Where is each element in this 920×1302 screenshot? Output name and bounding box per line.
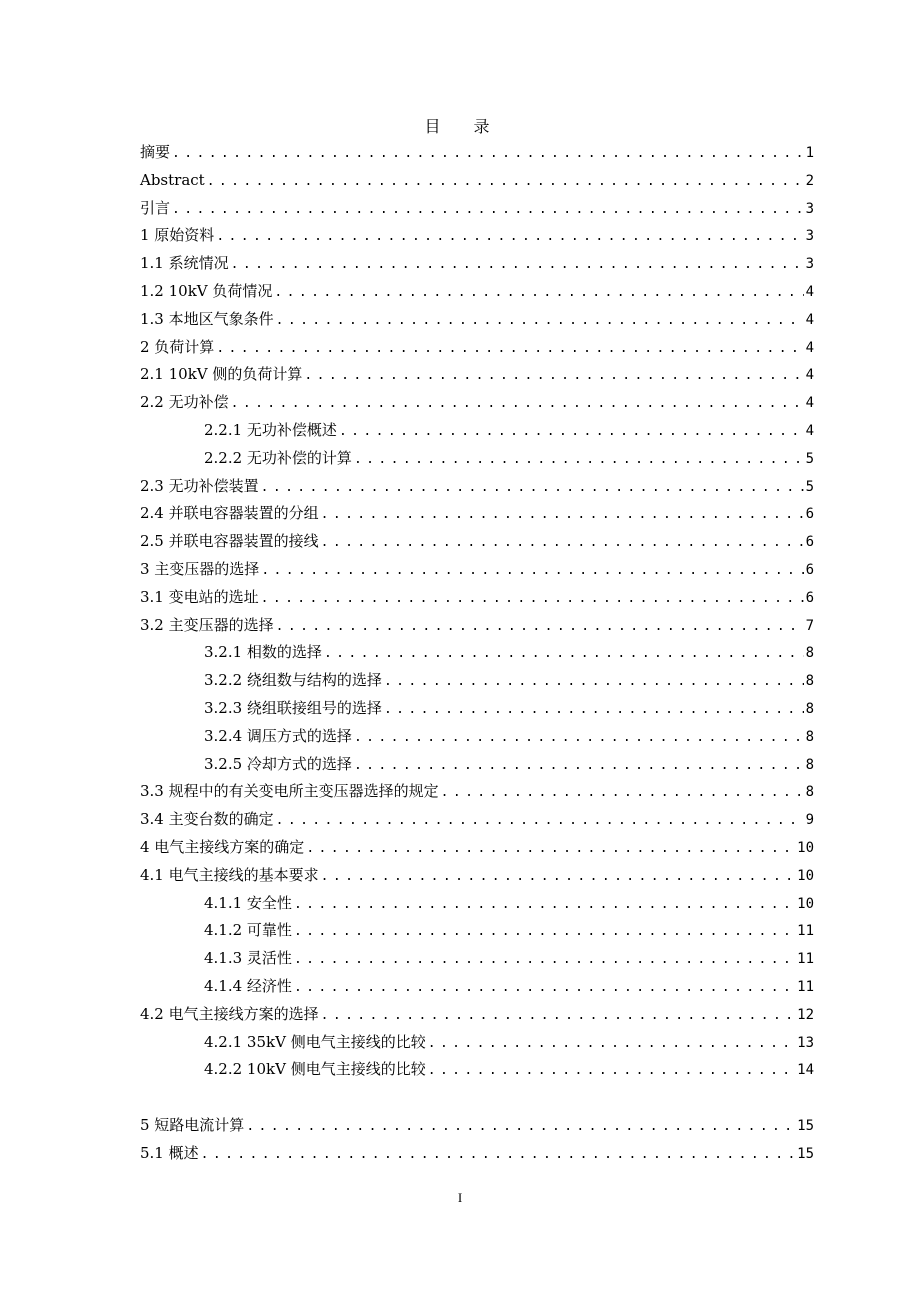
toc-entry-page: 4 bbox=[805, 395, 814, 412]
toc-entry[interactable] bbox=[140, 751, 814, 779]
toc-entry-page: 3 bbox=[805, 200, 814, 217]
toc-entry-label: 3.4 主变台数的确定 bbox=[140, 810, 274, 829]
toc-entry[interactable] bbox=[140, 695, 814, 723]
toc-dot-leader bbox=[231, 390, 804, 418]
toc-entry[interactable] bbox=[140, 306, 814, 334]
toc-entry-page: 1 bbox=[805, 145, 814, 161]
toc-entry[interactable] bbox=[140, 389, 814, 417]
toc-entry-page: 5 bbox=[805, 478, 814, 495]
toc-entry[interactable] bbox=[140, 584, 814, 612]
toc-dot-leader bbox=[246, 1113, 795, 1141]
toc-entry-page: 11 bbox=[797, 978, 814, 995]
toc-dot-leader bbox=[304, 362, 803, 390]
toc-entry-label: 3.3 规程中的有关变电所主变压器选择的规定 bbox=[140, 782, 439, 801]
toc-dot-leader bbox=[231, 251, 804, 279]
toc-dot-leader bbox=[321, 1002, 796, 1030]
toc-dot-leader bbox=[261, 557, 803, 585]
toc-dot-leader bbox=[354, 724, 804, 752]
toc-entry[interactable] bbox=[140, 890, 814, 918]
toc-entry-label: 3 主变压器的选择 bbox=[140, 559, 260, 578]
toc-entry-page: 11 bbox=[797, 951, 814, 968]
toc-entry-label: 4.1.1 安全性 bbox=[204, 893, 292, 912]
toc-entry[interactable] bbox=[140, 556, 814, 584]
toc-entry-label: 3.2.2 绕组数与结构的选择 bbox=[204, 671, 382, 690]
toc-entry-label: 1 原始资料 bbox=[140, 226, 215, 245]
toc-title: 目 录 bbox=[424, 117, 504, 136]
toc-entry-page: 4 bbox=[805, 339, 814, 356]
toc-entry-label: 2 负荷计算 bbox=[140, 337, 215, 356]
toc-entry-label: 4.1.2 可靠性 bbox=[204, 921, 292, 940]
toc-entry-label: 2.5 并联电容器装置的接线 bbox=[140, 532, 319, 551]
toc-dot-leader bbox=[339, 418, 804, 446]
toc-entry-page: 8 bbox=[805, 756, 814, 773]
toc-dot-leader bbox=[276, 613, 804, 641]
toc-entry-label: 3.2.3 绕组联接组号的选择 bbox=[204, 698, 382, 717]
toc-entry-page: 13 bbox=[797, 1034, 814, 1051]
toc-dot-leader bbox=[321, 863, 796, 891]
table-of-contents bbox=[140, 139, 814, 1167]
toc-entry-page: 3 bbox=[805, 256, 814, 273]
toc-dot-leader bbox=[216, 335, 803, 363]
toc-entry-label: 2.2.1 无功补偿概述 bbox=[204, 420, 337, 439]
toc-entry-page: 9 bbox=[805, 812, 814, 829]
toc-dot-leader bbox=[172, 140, 804, 168]
toc-entry-page: 8 bbox=[805, 784, 814, 801]
toc-dot-leader bbox=[294, 974, 795, 1002]
toc-dot-leader bbox=[441, 779, 804, 807]
toc-entry-page: 4 bbox=[805, 311, 814, 328]
toc-entry[interactable] bbox=[140, 1140, 814, 1168]
toc-dot-leader bbox=[294, 946, 795, 974]
toc-dot-leader bbox=[276, 307, 804, 335]
toc-entry-label: 3.2.4 调压方式的选择 bbox=[204, 726, 352, 745]
toc-entry[interactable] bbox=[140, 834, 814, 862]
toc-entry[interactable] bbox=[140, 1029, 814, 1057]
toc-entry[interactable] bbox=[140, 445, 814, 473]
toc-entry-label: 3.2.1 相数的选择 bbox=[204, 643, 322, 662]
toc-entry-page: 10 bbox=[797, 867, 814, 884]
toc-entry[interactable] bbox=[140, 500, 814, 528]
toc-entry[interactable] bbox=[140, 473, 814, 501]
toc-entry[interactable] bbox=[140, 778, 814, 806]
toc-dot-leader bbox=[172, 196, 804, 224]
toc-entry-label: 1.2 10kV 负荷情况 bbox=[140, 281, 273, 300]
toc-dot-leader bbox=[274, 279, 803, 307]
toc-dot-leader bbox=[321, 529, 804, 557]
toc-entry-page: 10 bbox=[797, 895, 814, 912]
toc-entry-label: 5 短路电流计算 bbox=[140, 1115, 245, 1134]
toc-entry[interactable] bbox=[140, 1112, 814, 1140]
toc-entry-page: 8 bbox=[805, 673, 814, 690]
toc-dot-leader bbox=[294, 918, 795, 946]
toc-entry[interactable] bbox=[140, 250, 814, 278]
toc-entry-page: 4 bbox=[805, 283, 814, 300]
toc-dot-leader bbox=[201, 1141, 796, 1169]
toc-entry-page: 8 bbox=[805, 728, 814, 745]
toc-dot-leader bbox=[428, 1057, 795, 1085]
toc-entry-label: 2.1 10kV 侧的负荷计算 bbox=[140, 365, 303, 384]
toc-entry-page: 6 bbox=[805, 506, 814, 523]
toc-entry-label: 4.2 电气主接线方案的选择 bbox=[140, 1004, 319, 1023]
toc-entry[interactable] bbox=[140, 806, 814, 834]
toc-entry[interactable] bbox=[140, 334, 814, 362]
toc-entry[interactable] bbox=[140, 195, 814, 223]
toc-entry[interactable] bbox=[140, 723, 814, 751]
toc-dot-leader bbox=[261, 585, 804, 613]
toc-entry[interactable] bbox=[140, 361, 814, 389]
toc-entry-label: Abstract bbox=[140, 170, 205, 189]
toc-entry-page: 7 bbox=[805, 617, 814, 634]
toc-entry[interactable] bbox=[140, 417, 814, 445]
toc-entry-label: 引言 bbox=[140, 198, 171, 217]
toc-entry-page: 15 bbox=[797, 1117, 814, 1134]
toc-dot-leader bbox=[354, 752, 804, 780]
toc-dot-leader bbox=[276, 807, 804, 835]
toc-entry-label: 2.2.2 无功补偿的计算 bbox=[204, 448, 352, 467]
toc-dot-leader bbox=[324, 640, 804, 668]
toc-entry-label: 4 电气主接线方案的确定 bbox=[140, 837, 305, 856]
toc-dot-leader bbox=[294, 891, 795, 919]
toc-entry-page: 4 bbox=[805, 367, 814, 384]
toc-entry[interactable] bbox=[140, 1056, 814, 1084]
toc-entry-page: 8 bbox=[805, 645, 814, 662]
toc-entry-label: 摘要 bbox=[140, 143, 171, 161]
toc-dot-leader bbox=[216, 223, 803, 251]
toc-entry[interactable] bbox=[140, 945, 814, 973]
toc-entry[interactable] bbox=[140, 528, 814, 556]
page-number: I bbox=[457, 1190, 463, 1205]
toc-entry-page: 10 bbox=[797, 839, 814, 856]
toc-entry[interactable] bbox=[140, 278, 814, 306]
toc-entry-label: 3.2 主变压器的选择 bbox=[140, 615, 274, 634]
toc-entry-page: 11 bbox=[797, 923, 814, 940]
toc-entry-page: 4 bbox=[805, 422, 814, 439]
toc-entry[interactable] bbox=[140, 667, 814, 695]
toc-dot-leader bbox=[428, 1030, 795, 1058]
toc-entry-label: 3.2.5 冷却方式的选择 bbox=[204, 754, 352, 773]
toc-entry[interactable] bbox=[140, 973, 814, 1001]
toc-entry-page: 12 bbox=[797, 1006, 814, 1023]
toc-entry-label: 4.1 电气主接线的基本要求 bbox=[140, 865, 319, 884]
toc-entry[interactable] bbox=[140, 222, 814, 250]
toc-entry[interactable] bbox=[140, 1001, 814, 1029]
toc-entry-page: 6 bbox=[805, 589, 814, 606]
toc-entry-page: 14 bbox=[797, 1062, 814, 1079]
toc-entry[interactable] bbox=[140, 917, 814, 945]
toc-dot-leader bbox=[384, 696, 804, 724]
toc-entry-page: 6 bbox=[805, 561, 814, 578]
toc-entry-page: 8 bbox=[805, 700, 814, 717]
toc-entry-label: 1.1 系统情况 bbox=[140, 254, 229, 273]
toc-dot-leader bbox=[321, 501, 804, 529]
toc-entry-page: 3 bbox=[805, 228, 814, 245]
toc-entry-page: 5 bbox=[805, 450, 814, 467]
toc-entry[interactable] bbox=[140, 167, 814, 195]
toc-entry-label: 4.1.3 灵活性 bbox=[204, 949, 292, 968]
toc-entry-label: 4.2.1 35kV 侧电气主接线的比较 bbox=[204, 1032, 426, 1051]
toc-entry-label: 1.3 本地区气象条件 bbox=[140, 309, 274, 328]
toc-entry-label: 5.1 概述 bbox=[140, 1143, 199, 1162]
toc-entry-page: 2 bbox=[805, 172, 814, 189]
toc-entry[interactable] bbox=[140, 639, 814, 667]
toc-entry[interactable] bbox=[140, 612, 814, 640]
toc-entry-label: 2.3 无功补偿装置 bbox=[140, 476, 259, 495]
toc-dot-leader bbox=[261, 474, 804, 502]
toc-entry[interactable] bbox=[140, 862, 814, 890]
toc-dot-leader bbox=[354, 446, 804, 474]
toc-dot-leader bbox=[306, 835, 795, 863]
toc-dot-leader bbox=[384, 668, 804, 696]
toc-entry-page: 15 bbox=[797, 1145, 814, 1162]
toc-entry[interactable] bbox=[140, 139, 814, 167]
toc-entry-label: 2.4 并联电容器装置的分组 bbox=[140, 504, 319, 523]
toc-entry-label: 4.2.2 10kV 侧电气主接线的比较 bbox=[204, 1060, 426, 1079]
toc-entry-label: 4.1.4 经济性 bbox=[204, 976, 292, 995]
toc-entry-label: 3.1 变电站的选址 bbox=[140, 587, 259, 606]
toc-entry-label: 2.2 无功补偿 bbox=[140, 393, 229, 412]
toc-dot-leader bbox=[207, 168, 804, 196]
toc-entry-page: 6 bbox=[805, 534, 814, 551]
